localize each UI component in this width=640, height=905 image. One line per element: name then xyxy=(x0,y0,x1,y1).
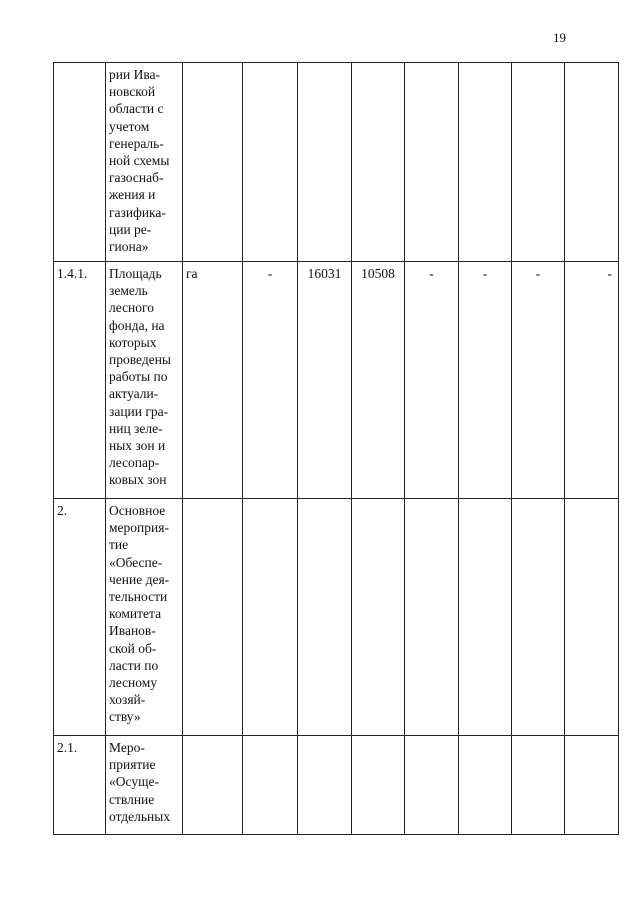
row-value xyxy=(512,499,565,736)
row-value xyxy=(298,499,352,736)
row-value: - xyxy=(459,262,512,499)
row-value xyxy=(405,499,459,736)
row-number: 2. xyxy=(54,499,106,736)
row-value xyxy=(405,736,459,835)
row-name: Основное мероприя- тие «Обеспе- чение дея- тельности комитета Иванов- ской об- ласти по лесному хозяй- ству» xyxy=(106,499,183,736)
table-row xyxy=(54,262,619,499)
row-value xyxy=(243,63,298,262)
row-value xyxy=(565,499,619,736)
row-value: - xyxy=(512,262,565,499)
row-unit xyxy=(183,736,243,835)
row-value xyxy=(352,63,405,262)
row-unit: га xyxy=(183,262,243,499)
row-value xyxy=(243,736,298,835)
table-row xyxy=(54,736,619,835)
row-unit xyxy=(183,63,243,262)
row-value xyxy=(459,736,512,835)
row-value: - xyxy=(243,262,298,499)
row-value: - xyxy=(565,262,619,499)
page-number: 19 xyxy=(553,30,566,45)
table-row xyxy=(54,499,619,736)
row-number: 2.1. xyxy=(54,736,106,835)
row-value xyxy=(459,499,512,736)
row-name: Площадь земель лесного фонда, на которых проведены работы по актуали- зации гра- ниц зеле- ных зон и лесопар- ковых зон xyxy=(106,262,183,499)
row-name: рии Ива- новской области с учетом генераль- ной схемы газоснаб- жения и газифика- ции ре- гиона» xyxy=(106,63,183,262)
row-value xyxy=(298,736,352,835)
row-value xyxy=(243,499,298,736)
table-row xyxy=(54,63,619,262)
row-value: 16031 xyxy=(298,262,352,499)
row-number xyxy=(54,63,106,262)
row-value: 10508 xyxy=(352,262,405,499)
row-value xyxy=(352,736,405,835)
row-value: - xyxy=(405,262,459,499)
row-name: Меро- приятие «Осуще- ствлние отдельных xyxy=(106,736,183,835)
row-value xyxy=(512,736,565,835)
indicators-table xyxy=(53,62,619,835)
row-unit xyxy=(183,499,243,736)
row-value xyxy=(298,63,352,262)
row-value xyxy=(565,736,619,835)
row-number: 1.4.1. xyxy=(54,262,106,499)
row-value xyxy=(352,499,405,736)
row-value xyxy=(512,63,565,262)
row-value xyxy=(565,63,619,262)
row-value xyxy=(405,63,459,262)
row-value xyxy=(459,63,512,262)
